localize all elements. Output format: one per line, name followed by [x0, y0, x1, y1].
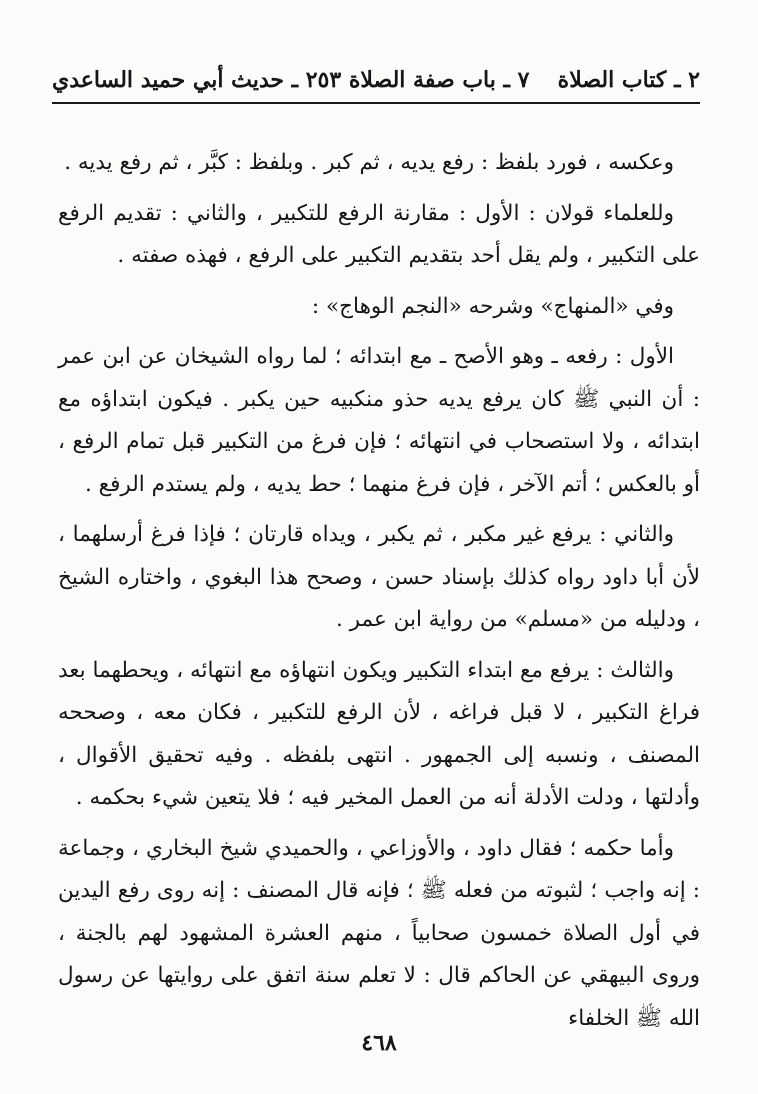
paragraph: وللعلماء قولان : الأول : مقارنة الرفع للتكبير ، والثاني : تقديم الرفع على التكبير ، ولم يقل أحد بتقديم التكبير على الرفع ، فهذه صفته . — [58, 200, 700, 268]
paragraph: وأما حكمه ؛ فقال داود ، والأوزاعي ، والحميدي شيخ البخاري ، وجماعة : إنه واجب ؛ لثبوته من فعله ﷺ ؛ فإنه قال المصنف : إنه روى رفع اليدين في أول الصلاة خمسون صحابياً ، منهم العشرة المشهود لهم بالجنة ، وروى البيهقي عن الحاكم قال : لا تعلم سنة اتفق على روايتها عن رسول الله ﷺ الخلفاء — [58, 835, 700, 1031]
header-section: ٧ ـ باب صفة الصلاة ٢٥٣ ـ حديث أبي حميد الساعدي — [52, 67, 530, 93]
paragraph: الأول : رفعه ـ وهو الأصح ـ مع ابتدائه ؛ لما رواه الشيخان عن ابن عمر : أن النبي ﷺ كان يرفع يديه حذو منكبيه حين يكبر . فيكون ابتداؤه مع ابتدائه ، ولا استصحاب في انتهائه ؛ فإن فرغ من التكبير قبل تمام الرفع ، أو بالعكس ؛ أتم الآخر ، فإن فرغ منهما ؛ حط يديه ، ولم يستدم الرفع . — [58, 344, 700, 497]
paragraph: والثاني : يرفع غير مكبر ، ثم يكبر ، ويداه قارتان ؛ فإذا فرغ أرسلهما ، لأن أبا داود رواه كذلك بإسناد حسن ، وصحح هذا البغوي ، واختاره الشيخ ، ودليله من «مسلم» من رواية ابن عمر . — [58, 522, 700, 632]
paragraph: وعكسه ، فورد بلفظ : رفع يديه ، ثم كبر . وبلفظ : كبَّر ، ثم رفع يديه . — [64, 150, 674, 175]
body-text — [58, 142, 700, 1048]
header-chapter: ٢ ـ كتاب الصلاة — [557, 67, 700, 93]
running-header — [52, 58, 700, 104]
page-number: ٤٦٨ — [361, 1030, 397, 1056]
paragraph: وفي «المنهاج» وشرحه «النجم الوهاج» : — [311, 293, 674, 319]
paragraph: والثالث : يرفع مع ابتداء التكبير ويكون انتهاؤه مع انتهائه ، ويحطهما بعد فراغ التكبير ، لا قبل فراغه ، لأن الرفع للتكبير ، فكان معه ، وصححه المصنف ، ونسبه إلى الجمهور . انتهى بلفظه . وفيه تحقيق الأقوال ، وأدلتها ، ودلت الأدلة أنه من العمل المخير فيه ؛ فلا يتعين شيء بحكمه . — [58, 657, 700, 810]
